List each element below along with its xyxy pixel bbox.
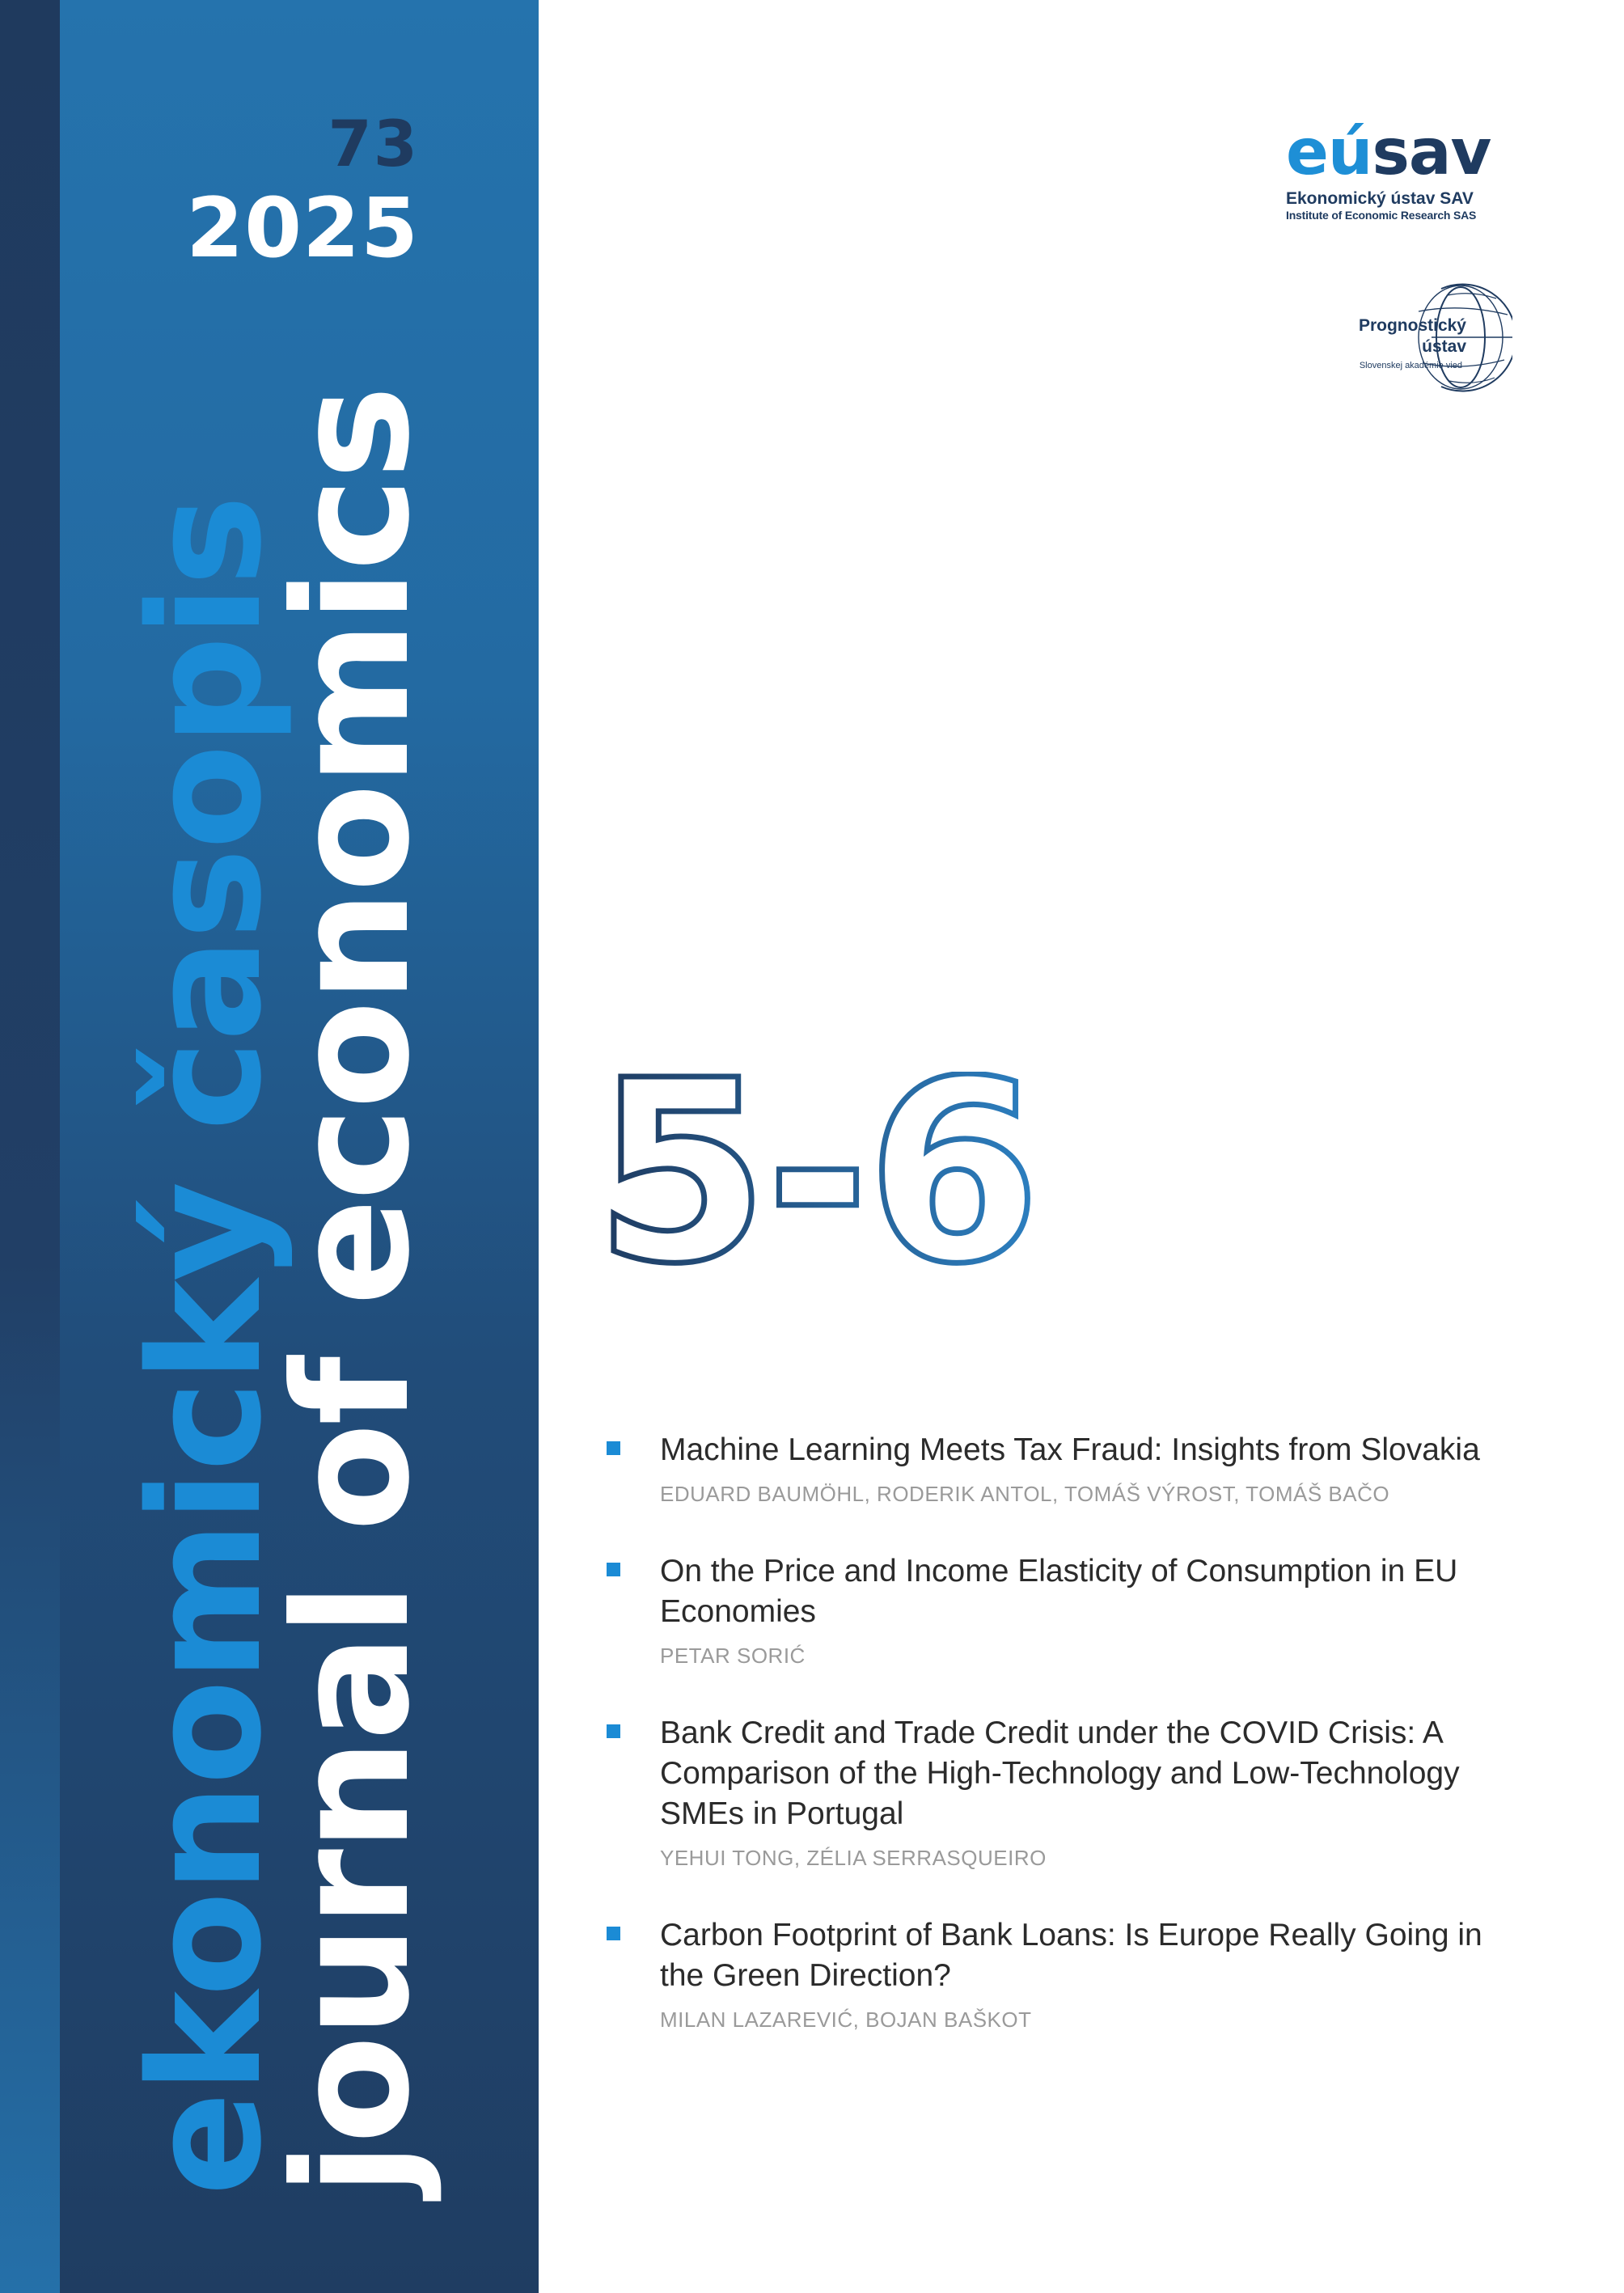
eusav-name-en: Institute of Economic Research SAS [1286,209,1477,222]
square-bullet-icon [607,1441,620,1455]
article-item [607,1915,1504,2035]
article-authors: MILAN LAZAREVIĆ, BOJAN BAŠKOT [660,2007,1032,2032]
article-authors: PETAR SORIĆ [660,1644,806,1668]
square-bullet-icon [607,1927,620,1940]
eusav-logo-sav: sav [1372,116,1491,189]
year: 2025 [186,180,419,277]
prognosticky-line-3: Slovenskej akadémie vied [1359,361,1462,370]
issue-number [594,1072,1112,1290]
journal-title-sk: ekonomický časopis [116,496,295,2196]
prognosticky-line-2: ústav [1422,337,1466,356]
article-authors: EDUARD BAUMÖHL, RODERIK ANTOL, TOMÁŠ VÝROST, TOMÁŠ BAČO [660,1482,1390,1506]
article-item [607,1551,1504,1671]
article-authors: YEHUI TONG, ZÉLIA SERRASQUEIRO [660,1846,1047,1870]
issue-number-text: 5-6 [594,1072,1038,1290]
article-list [607,1430,1504,2077]
article-title: Carbon Footprint of Bank Loans: Is Europe Really Going in the Green Direction? [660,1918,1482,1993]
journal-title-en: journal of economics [260,387,445,2196]
cover-left-strip [0,0,60,2293]
article-title: On the Price and Income Elasticity of Consumption in EU Economies [660,1554,1458,1629]
volume-number: 73 [328,108,419,181]
eusav-logo [1286,116,1504,222]
eusav-name-sk: Ekonomický ústav SAV [1286,189,1474,208]
eusav-logo-eu: eú [1286,116,1372,189]
article-item [607,1713,1504,1873]
square-bullet-icon [607,1563,620,1576]
article-title: Bank Credit and Trade Credit under the COVID Crisis: A Comparison of the High-Technology and Low-Technology SMEs in Portugal [660,1716,1460,1831]
eusav-logo-mark [1286,116,1504,189]
article-title: Machine Learning Meets Tax Fraud: Insights from Slovakia [660,1432,1480,1467]
square-bullet-icon [607,1724,620,1738]
prognosticky-ustav-logo [1326,279,1512,400]
article-item [607,1430,1504,1509]
prognosticky-line-1: Prognostický [1358,316,1466,335]
